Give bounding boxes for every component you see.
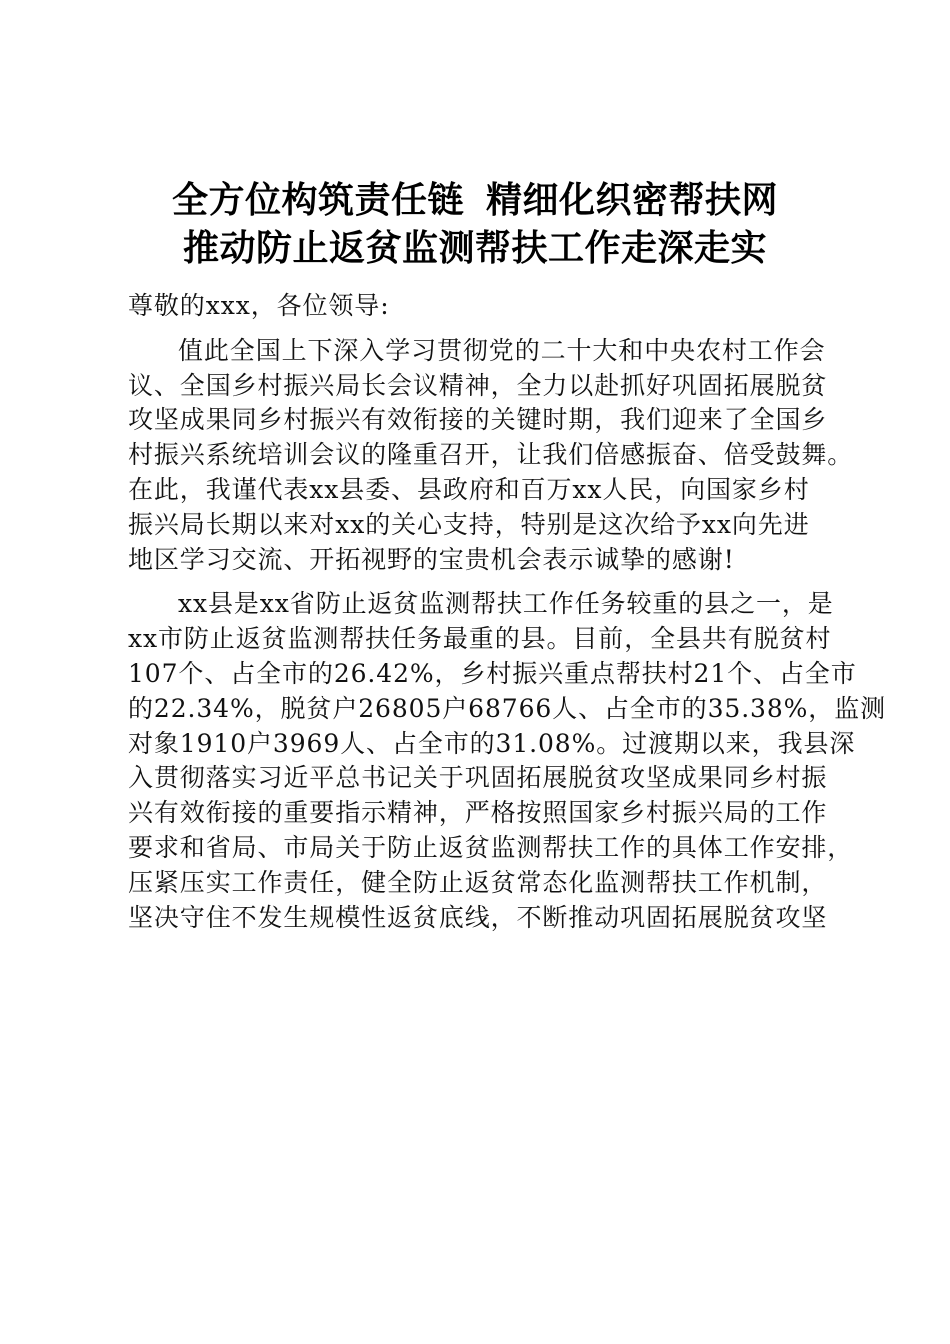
- paragraph-line: 对象1910户3969人、占全市的31.08%。过渡期以来，我县深: [128, 728, 856, 758]
- paragraph-1: [128, 334, 854, 578]
- paragraph-line: 值此全国上下深入学习贯彻党的二十大和中央农村工作会: [178, 335, 826, 365]
- paragraph-line: 地区学习交流、开拓视野的宝贵机会表示诚挚的感谢!: [128, 544, 735, 574]
- paragraph-line: 入贯彻落实习近平总书记关于巩固拓展脱贫攻坚成果同乡村振: [128, 763, 828, 793]
- paragraph-line: 议、全国乡村振兴局长会议精神，全力以赴抓好巩固拓展脱贫: [128, 370, 828, 400]
- title-line-1-right: 精细化织密帮扶网: [486, 179, 779, 221]
- document-body: [128, 289, 887, 945]
- title-line-1-left: 全方位构筑责任链: [171, 179, 464, 221]
- paragraph-line: 兴有效衔接的重要指示精神，严格按照国家乡村振兴局的工作: [128, 798, 828, 828]
- title-line-1: [0, 176, 950, 224]
- document-title: [0, 176, 950, 272]
- paragraph-line: 振兴局长期以来对xx的关心支持，特别是这次给予xx向先进: [128, 509, 810, 539]
- paragraph-line: 的22.34%，脱贫户26805户68766人、占全市的35.38%，监测: [128, 693, 887, 723]
- paragraph-line: 在此，我谨代表xx县委、县政府和百万xx人民，向国家乡村: [128, 474, 810, 504]
- paragraph-line: 村振兴系统培训会议的隆重召开，让我们倍感振奋、倍受鼓舞。: [128, 440, 854, 470]
- paragraph-line: xx市防止返贫监测帮扶任务最重的县。目前，全县共有脱贫村: [128, 624, 832, 654]
- paragraph-line: 107个、占全市的26.42%，乡村振兴重点帮扶村21个、占全市: [128, 658, 857, 688]
- title-line-2: 推动防止返贫监测帮扶工作走深走实: [182, 227, 767, 269]
- paragraph-line: xx县是xx省防止返贫监测帮扶工作任务较重的县之一，是: [178, 589, 834, 619]
- paragraph-line: 攻坚成果同乡村振兴有效衔接的关键时期，我们迎来了全国乡: [128, 405, 828, 435]
- paragraph-line: 坚决守住不发生规模性返贫底线，不断推动巩固拓展脱贫攻坚: [128, 902, 828, 932]
- salutation: 尊敬的xxx，各位领导:: [128, 291, 390, 320]
- paragraph-line: 压紧压实工作责任，健全防止返贫常态化监测帮扶工作机制，: [128, 867, 828, 897]
- paragraph-2: [128, 587, 887, 935]
- paragraph-line: 要求和省局、市局关于防止返贫监测帮扶工作的具体工作安排，: [128, 832, 854, 862]
